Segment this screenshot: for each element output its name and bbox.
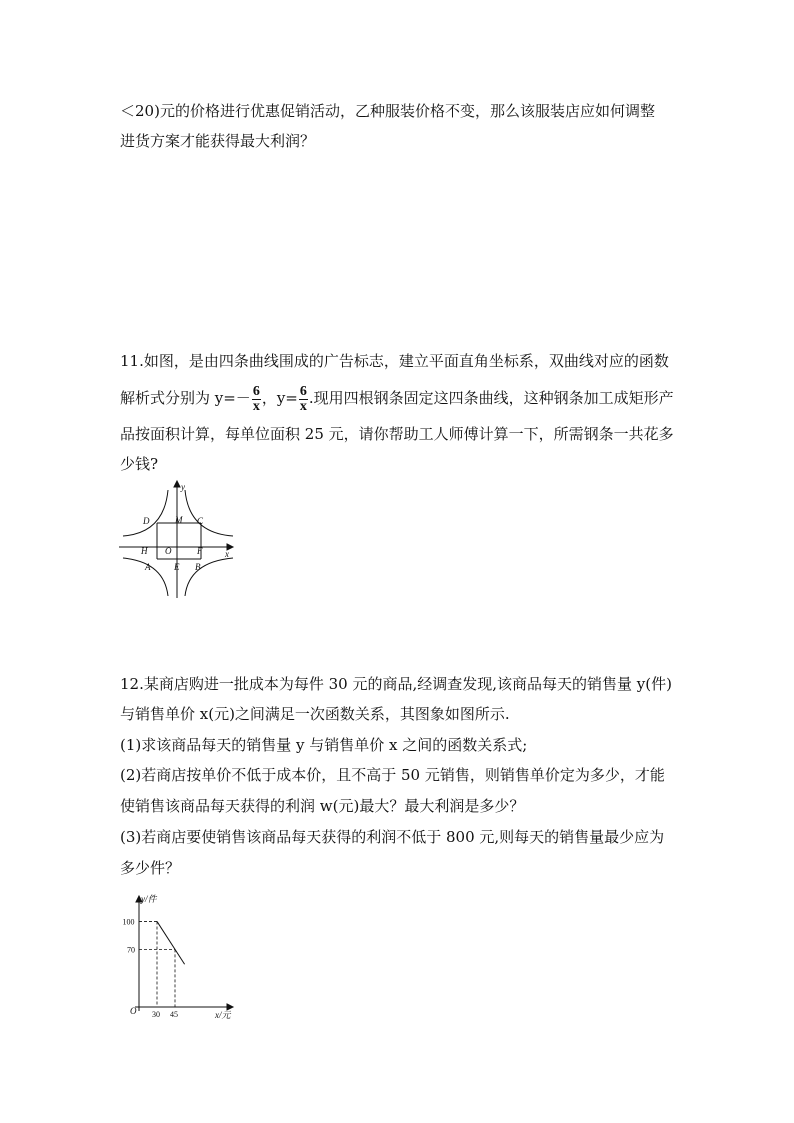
label-M: M — [175, 515, 183, 525]
chart-origin: O — [130, 1006, 137, 1016]
q11-line-2 — [120, 380, 674, 416]
fraction-2 — [299, 385, 308, 414]
q11-line-2-a: 解析式分别为 y=－ — [120, 389, 251, 407]
chart-ylabel: y/件 — [141, 894, 157, 904]
label-E: E — [174, 562, 180, 572]
y-axis-arrow — [174, 481, 180, 487]
fraction-1-numerator: 6 — [252, 383, 260, 399]
label-A: A — [145, 562, 151, 572]
label-B: B — [195, 562, 201, 572]
q10-line-2: 进货方案才能获得最大利润？ — [120, 132, 316, 150]
label-D: D — [143, 516, 150, 526]
q11-line-2-b: ，y= — [261, 389, 298, 407]
label-F: F — [197, 546, 203, 556]
sales-line-chart — [115, 890, 240, 1020]
q12-line-4: (2)若商店按单价不低于成本价，且不高于 50 元销售，则销售单价定为多少，才能 — [120, 766, 665, 784]
q10-line-1: ＜20)元的价格进行优惠促销活动，乙种服装价格不变，那么该服装店应如何调整 — [120, 102, 655, 120]
label-C: C — [197, 516, 204, 526]
q11-line-3: 品按面积计算，每单位面积 25 元，请你帮助工人师傅计算一下，所需钢条一共花多 — [120, 425, 674, 443]
label-H: H — [141, 546, 148, 556]
fraction-1 — [252, 385, 261, 414]
y-tick-label-1: 70 — [127, 945, 135, 955]
y-tick-label-0: 100 — [122, 917, 135, 927]
fraction-1-denominator: x — [252, 398, 260, 414]
q12-line-6: (3)若商店要使销售该商品每天获得的利润不低于 800 元,则每天的销售量最少应为 — [120, 828, 665, 846]
hyperbola-figure — [115, 478, 240, 603]
label-O: O — [165, 546, 172, 556]
x-tick-label-1: 45 — [170, 1010, 178, 1019]
chart-xlabel: x/元 — [215, 1010, 231, 1020]
branch-top-right — [185, 490, 233, 536]
label-y: y — [181, 482, 185, 492]
q11-line-4: 少钱? — [120, 455, 159, 473]
sales-line — [157, 921, 185, 964]
branch-bottom-right — [185, 558, 233, 596]
q11-line-1: 11.如图，是由四条曲线围成的广告标志，建立平面直角坐标系，双曲线对应的函数 — [120, 352, 669, 370]
label-x: x — [225, 549, 229, 559]
q11-line-2-c: .现用四根钢条固定这四条曲线，这种钢条加工成矩形产 — [308, 389, 674, 407]
q12-line-2: 与销售单价 x(元)之间满足一次函数关系，其图象如图所示. — [120, 705, 510, 723]
branch-top-left — [123, 490, 168, 536]
fraction-2-denominator: x — [299, 398, 307, 414]
q12-line-5: 使销售该商品每天获得的利润 w(元)最大？最大利润是多少？ — [120, 797, 525, 815]
x-tick-label-0: 30 — [152, 1010, 160, 1019]
q12-line-3: (1)求该商品每天的销售量 y 与销售单价 x 之间的函数关系式; — [120, 736, 528, 754]
q12-line-1: 12.某商店购进一批成本为每件 30 元的商品,经调查发现,该商品每天的销售量 y(件) — [120, 675, 672, 693]
fraction-2-numerator: 6 — [299, 383, 307, 399]
q12-line-7: 多少件？ — [120, 859, 181, 877]
